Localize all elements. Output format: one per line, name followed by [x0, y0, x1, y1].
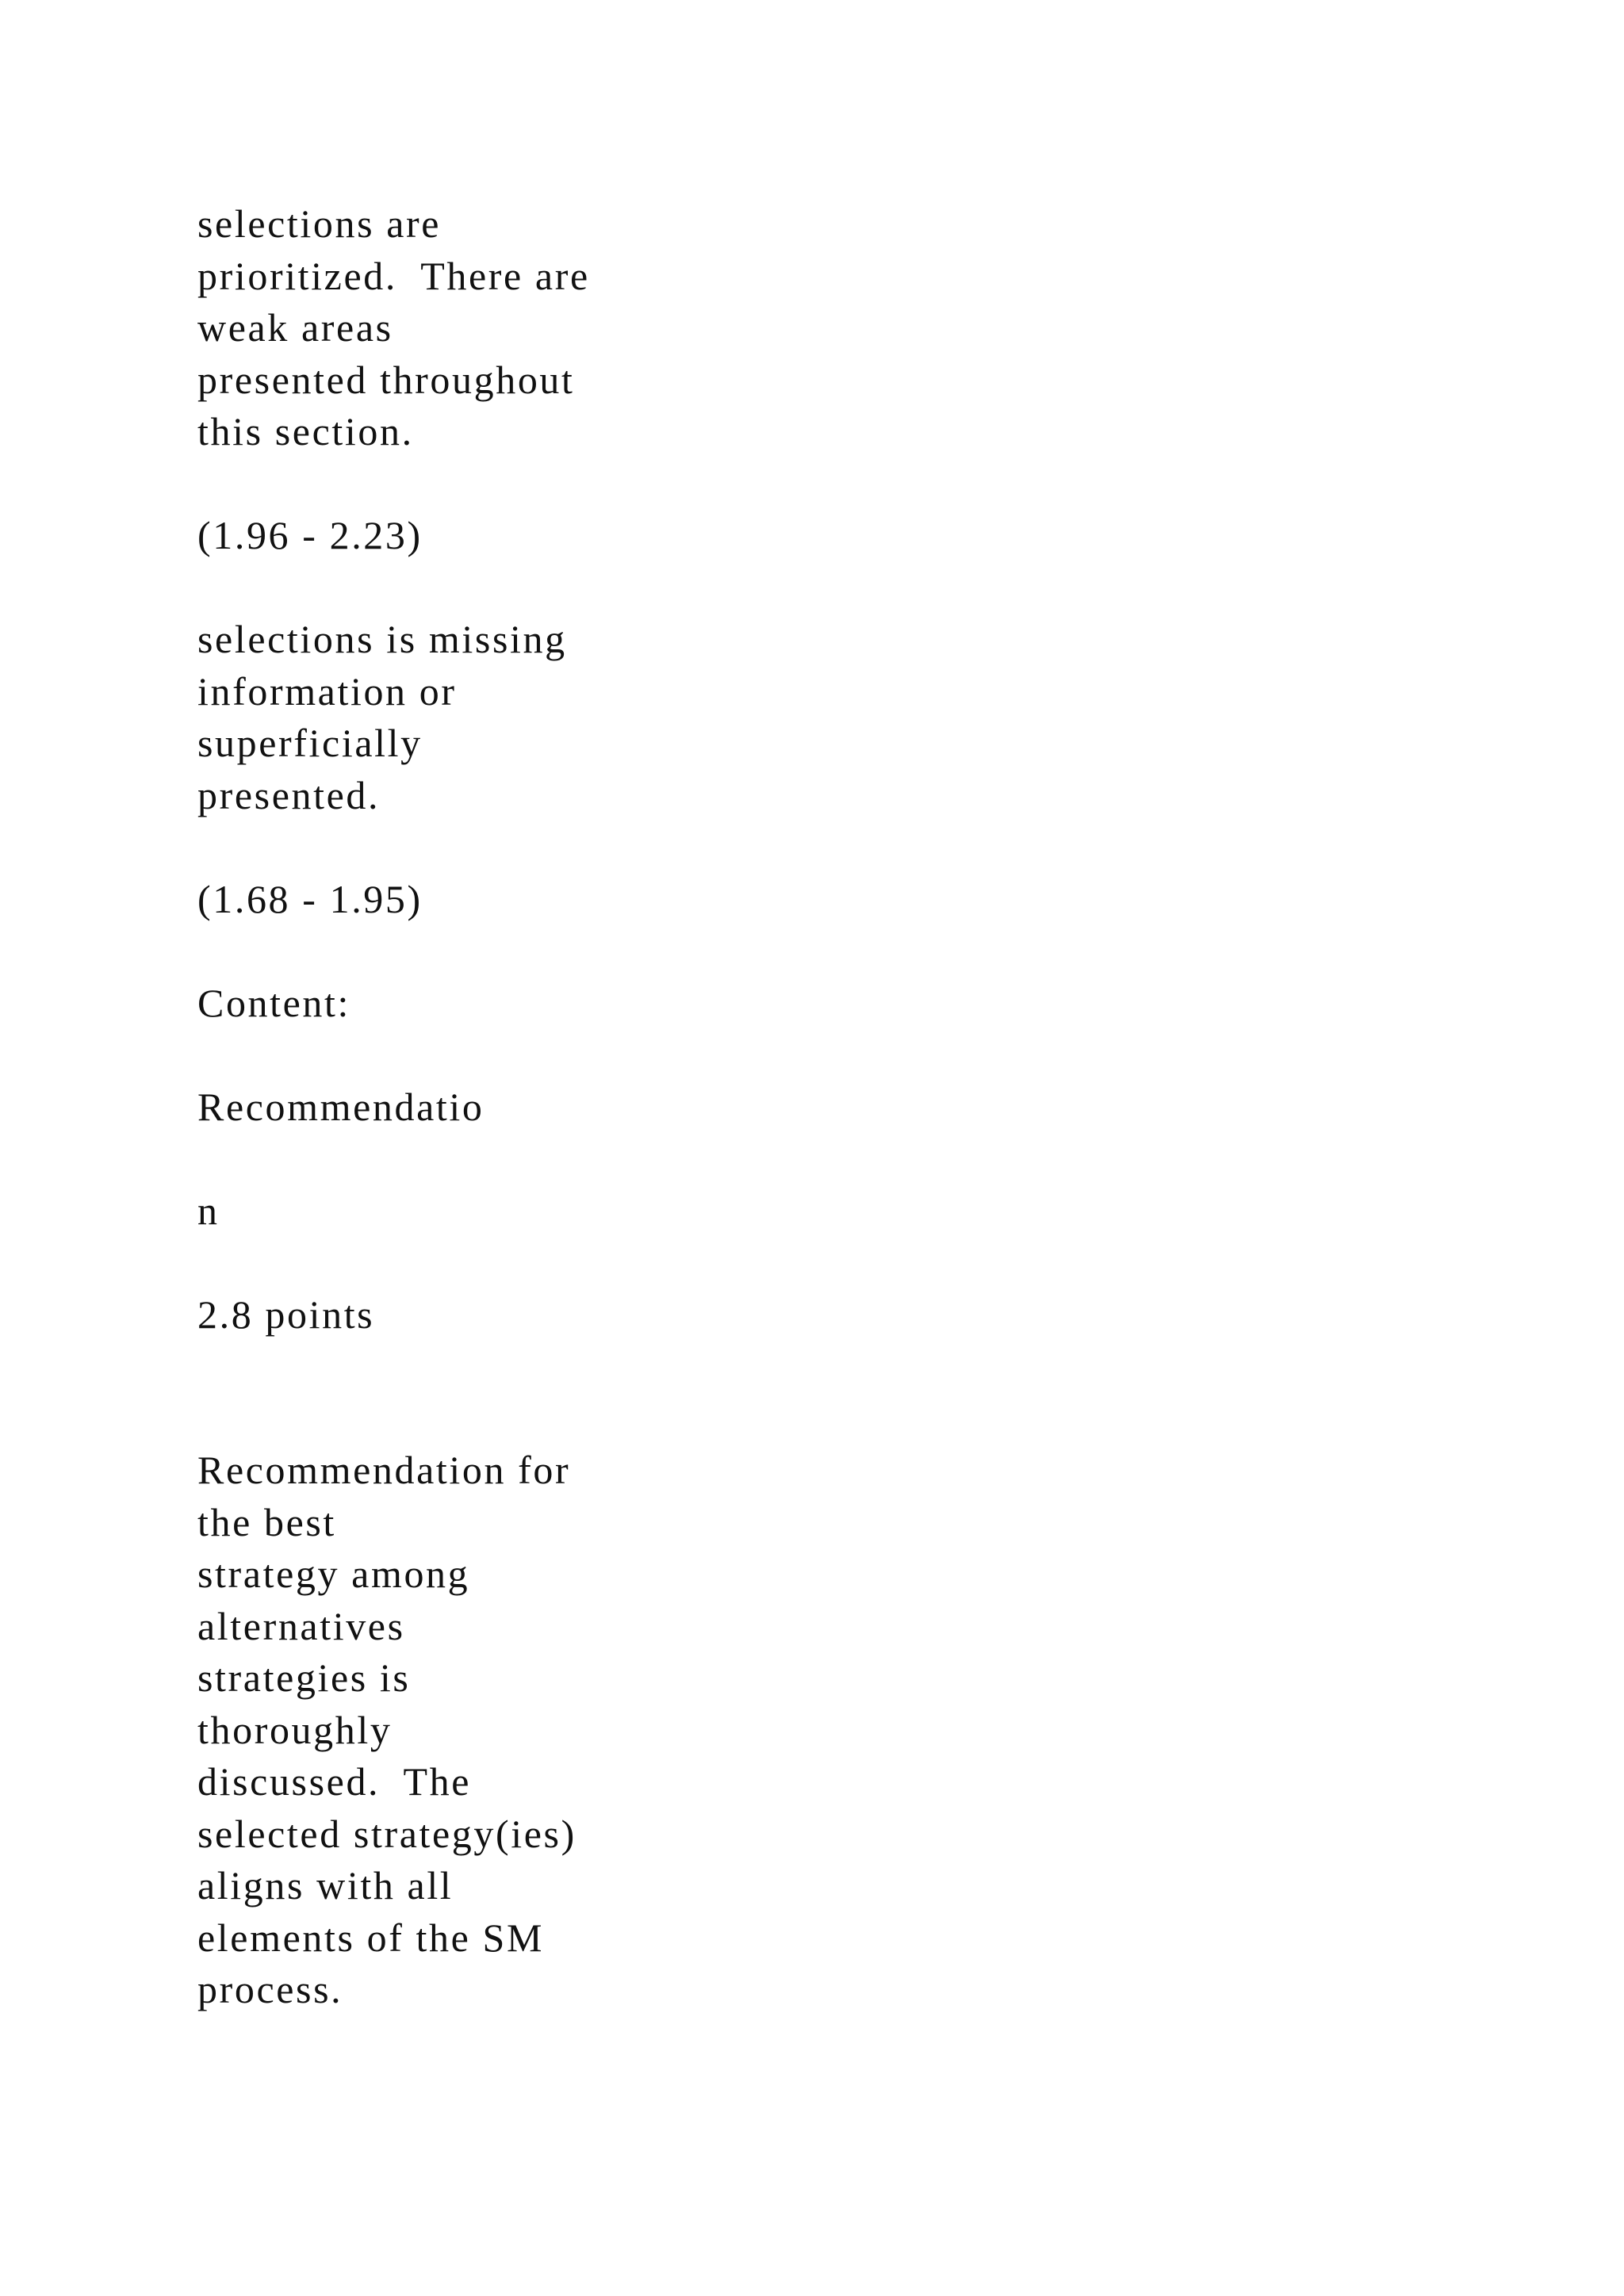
spacer	[197, 458, 911, 511]
criterion-title: Recommendatio	[197, 1084, 485, 1129]
rubric-paragraph-weak-areas	[197, 198, 911, 458]
text-line: alternatives	[197, 1603, 405, 1648]
spacer	[197, 1133, 911, 1185]
points-value: 2.8 points	[197, 1292, 375, 1337]
text-line: this section.	[197, 409, 414, 453]
text-line: selected strategy(ies)	[197, 1811, 576, 1856]
text-line: superficially	[197, 721, 423, 765]
text-line: selections are	[197, 201, 442, 246]
text-line: aligns with all	[197, 1863, 454, 1908]
text-line: presented.	[197, 772, 381, 817]
text-line: prioritized. There are	[197, 253, 590, 298]
text-line: elements of the SM	[197, 1915, 545, 1960]
score-range: (1.68 - 1.95)	[197, 876, 423, 921]
text-line: process.	[197, 1967, 343, 2011]
text-line: weak areas	[197, 305, 393, 350]
criterion-title-continued: n	[197, 1188, 220, 1233]
text-line: strategy among	[197, 1552, 470, 1596]
spacer	[197, 1237, 911, 1289]
text-line: presented throughout	[197, 357, 575, 402]
text-line: discussed. The	[197, 1759, 471, 1804]
spacer	[197, 1341, 911, 1445]
text-line: Recommendation for	[197, 1448, 571, 1492]
text-line: strategies is	[197, 1655, 411, 1700]
spacer	[197, 562, 911, 614]
text-line: thoroughly	[197, 1707, 393, 1752]
text-line: the best	[197, 1499, 336, 1544]
text-line: information or	[197, 668, 457, 714]
spacer	[197, 1029, 911, 1081]
score-range: (1.96 - 2.23)	[197, 513, 423, 557]
spacer	[197, 925, 911, 978]
content-label: Content:	[197, 980, 351, 1025]
rubric-text-column	[197, 198, 911, 2016]
spacer	[197, 821, 911, 874]
text-line: selections is missing	[197, 617, 567, 661]
rubric-paragraph-recommendation	[197, 1445, 911, 2016]
rubric-paragraph-missing-info	[197, 614, 911, 821]
